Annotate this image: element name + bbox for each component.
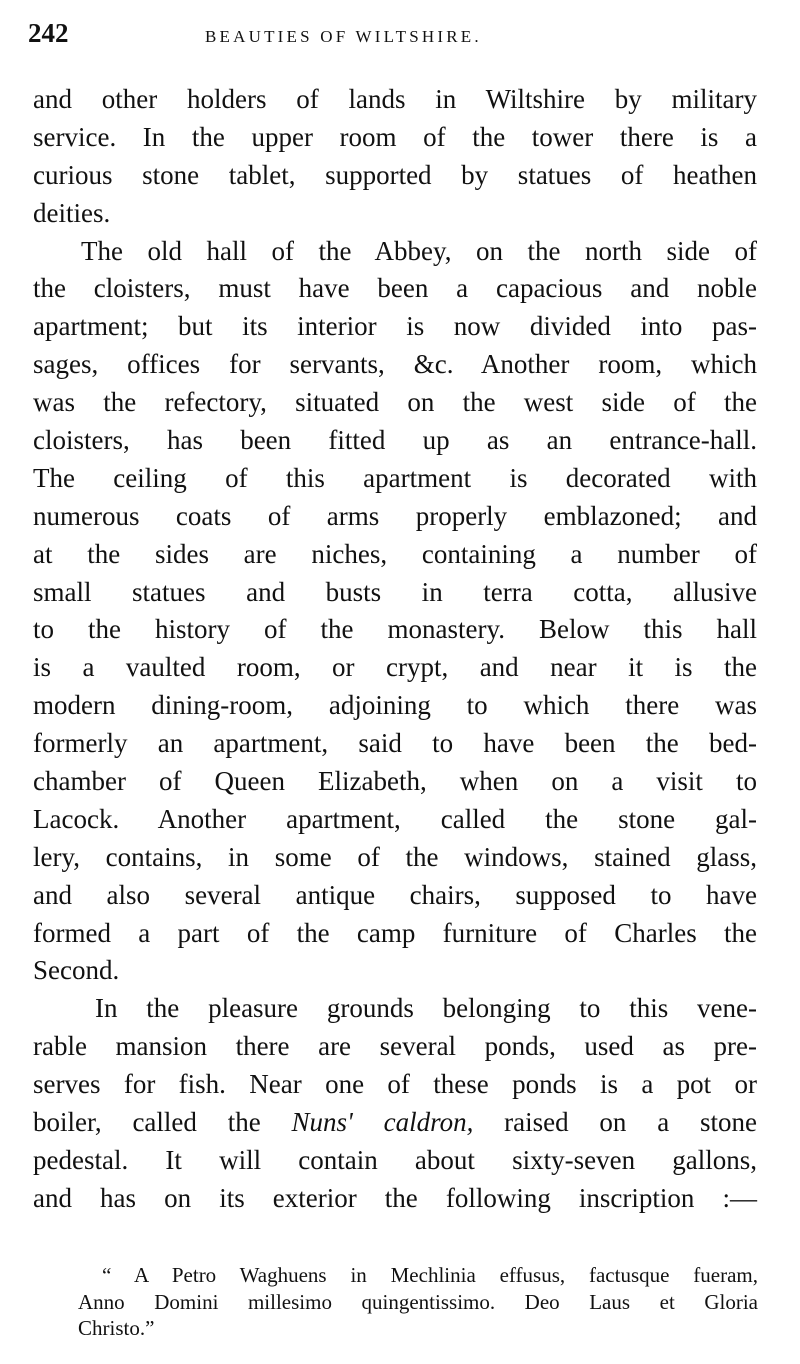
text-line bbox=[33, 801, 757, 839]
line-text: numerous coats of arms properly emblazoned; and bbox=[33, 500, 757, 531]
line-text: is a vaulted room, or crypt, and near it is the bbox=[33, 652, 757, 683]
line-text: boiler, called the bbox=[33, 1107, 292, 1138]
line-text: formed a part of the camp furniture of Charles the bbox=[33, 917, 757, 948]
text-line bbox=[33, 1066, 757, 1104]
text-line bbox=[33, 952, 757, 990]
text-line bbox=[33, 195, 757, 233]
text-line bbox=[33, 763, 757, 801]
text-line bbox=[33, 574, 757, 612]
line-text: the cloisters, must have been a capacious and noble bbox=[33, 273, 757, 304]
line-text: curious stone tablet, supported by statues of heathen bbox=[33, 159, 757, 190]
text-line bbox=[33, 308, 757, 346]
text-line bbox=[33, 384, 757, 422]
line-text: was the refectory, situated on the west side of the bbox=[33, 387, 757, 418]
text-line bbox=[33, 725, 757, 763]
italic-text: Nuns' caldron, bbox=[291, 1107, 474, 1138]
line-text: In the pleasure grounds belonging to this vene- bbox=[95, 993, 757, 1024]
text-line bbox=[33, 1028, 757, 1066]
body-text bbox=[33, 81, 757, 1218]
line-text: rable mansion there are several ponds, used as pre- bbox=[33, 1031, 757, 1062]
text-line bbox=[33, 877, 757, 915]
text-line bbox=[33, 460, 757, 498]
line-text: modern dining-room, adjoining to which there was bbox=[33, 690, 757, 721]
line-text: deities. bbox=[33, 197, 111, 228]
line-text: The ceiling of this apartment is decorated with bbox=[33, 462, 757, 493]
text-line bbox=[33, 346, 757, 384]
line-text: chamber of Queen Elizabeth, when on a visit to bbox=[33, 766, 757, 797]
text-line bbox=[33, 649, 757, 687]
quote-line: Anno Domini millesimo quingentissimo. Deo Laus et Gloria bbox=[78, 1289, 758, 1314]
line-text: sages, offices for servants, &c. Another room, which bbox=[33, 349, 757, 380]
line-text: Second. bbox=[33, 955, 120, 986]
text-line bbox=[33, 157, 757, 195]
text-line bbox=[33, 81, 757, 119]
page-number: 242 bbox=[28, 18, 69, 48]
line-text: formerly an apartment, said to have been the bed- bbox=[33, 728, 757, 759]
text-line bbox=[33, 422, 757, 460]
line-text: and also several antique chairs, supposed to have bbox=[33, 879, 757, 910]
text-line bbox=[33, 990, 757, 1028]
text-line bbox=[33, 536, 757, 574]
text-line bbox=[33, 1104, 757, 1142]
inscription-quote bbox=[78, 1262, 758, 1342]
line-text: and other holders of lands in Wiltshire by military bbox=[33, 84, 757, 114]
line-text: lery, contains, in some of the windows, stained glass, bbox=[33, 841, 757, 872]
line-text: raised on a stone bbox=[473, 1107, 757, 1138]
text-line bbox=[33, 839, 757, 877]
line-text: The old hall of the Abbey, on the north side of bbox=[81, 235, 757, 266]
text-line bbox=[33, 687, 757, 725]
line-text: serves for fish. Near one of these ponds is a pot or bbox=[33, 1069, 757, 1100]
line-text: to the history of the monastery. Below this hall bbox=[33, 614, 757, 645]
text-line bbox=[33, 915, 757, 953]
text-line bbox=[33, 498, 757, 536]
text-line bbox=[33, 119, 757, 157]
line-text: apartment; but its interior is now divided into pas- bbox=[33, 311, 757, 342]
running-head: BEAUTIES OF WILTSHIRE. bbox=[205, 27, 482, 46]
quote-line: Christo.” bbox=[78, 1316, 155, 1340]
line-text: small statues and busts in terra cotta, allusive bbox=[33, 576, 757, 607]
text-line bbox=[33, 1180, 757, 1218]
line-text: pedestal. It will contain about sixty-seven gallons, bbox=[33, 1144, 757, 1175]
text-line bbox=[33, 233, 757, 271]
line-text: at the sides are niches, containing a number of bbox=[33, 538, 757, 569]
text-line bbox=[33, 270, 757, 308]
line-text: Lacock. Another apartment, called the stone gal- bbox=[33, 803, 757, 834]
line-text: and has on its exterior the following inscription :— bbox=[33, 1182, 757, 1213]
line-text: service. In the upper room of the tower there is a bbox=[33, 121, 757, 152]
line-text: cloisters, has been fitted up as an entrance-hall. bbox=[33, 425, 757, 456]
quote-line: “ A Petro Waghuens in Mechlinia effusus, factusque fueram, bbox=[102, 1263, 758, 1287]
text-line bbox=[33, 1142, 757, 1180]
text-line bbox=[33, 611, 757, 649]
